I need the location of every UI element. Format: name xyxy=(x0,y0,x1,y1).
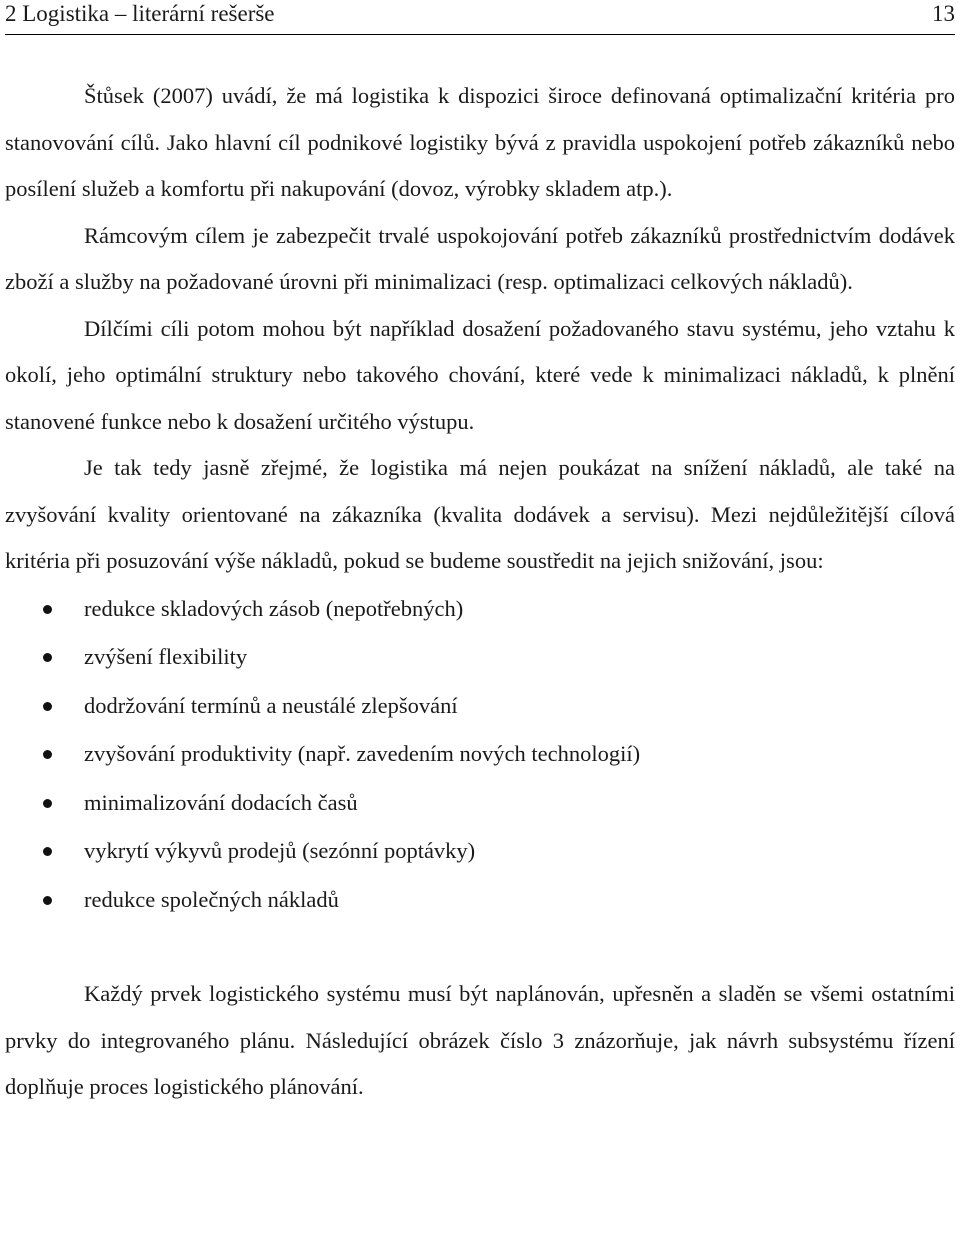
header-rule xyxy=(5,34,955,35)
body-text xyxy=(5,73,955,1111)
running-header xyxy=(5,0,955,34)
list-item-text: redukce společných nákladů xyxy=(84,886,339,912)
paragraph-integrated-plan: Každý prvek logistického systému musí být naplánován, upřesněn a sladěn se všemi ostatními prvky do integrovaného plánu. Následující obrázek číslo 3 znázorňuje, jak návrh subsystému řízení doplňuje proces logistického plánování. xyxy=(5,981,955,1099)
bullet-icon xyxy=(43,605,52,614)
list-item xyxy=(5,585,955,634)
list-item-text: vykrytí výkyvů prodejů (sezónní poptávky) xyxy=(84,838,476,863)
list-item xyxy=(5,633,955,682)
list-item-text: minimalizování dodacích časů xyxy=(84,789,358,815)
paragraph-partial-goals: Dílčími cíli potom mohou být například dosažení požadovaného stavu systému, jeho vztahu k okolí, jeho optimální struktury nebo takového chování, které vede k minimalizaci nákladů, k plnění stanovené funkce nebo k dosažení určitého výstupu. xyxy=(5,315,955,434)
spacer xyxy=(5,924,955,971)
list-item xyxy=(5,779,955,828)
list-item xyxy=(5,682,955,731)
list-item-text: zvyšování produktivity (např. zavedením nových technologií) xyxy=(84,741,641,766)
paragraph-cost-criteria: Je tak tedy jasně zřejmé, že logistika má nejen poukázat na snížení nákladů, ale také na zvyšování kvality orientované na zákazníka (kvalita dodávek a servisu). Mezi nejdůležitější cílová kritéria při posuzování výše nákladů, pokud se budeme soustředit na jejich snižování, jsou: xyxy=(5,455,955,573)
list-item-text: zvýšení flexibility xyxy=(84,644,248,669)
list-item-text: redukce skladových zásob (nepotřebných) xyxy=(84,595,464,621)
paragraph-goals-intro: Štůsek (2007) uvádí, že má logistika k dispozici široce definovaná optimalizační kritéria pro stanovování cílů. Jako hlavní cíl podnikové logistiky bývá z pravidla uspokojení potřeb zákazníků nebo posílení služeb a komfortu při nakupování (dovoz, výrobky skladem atp.). xyxy=(5,83,955,201)
chapter-title: 2 Logistika – literární rešerše xyxy=(5,1,275,26)
paragraph-framework-goal: Rámcovým cílem je zabezpečit trvalé uspokojování potřeb zákazníků prostřednictvím dodávek zboží a služby na požadované úrovni při minimalizaci (resp. optimalizaci celkových nákladů). xyxy=(5,222,955,294)
bullet-icon xyxy=(43,702,52,711)
page-number: 13 xyxy=(932,1,955,26)
bullet-icon xyxy=(43,896,52,905)
list-item xyxy=(5,876,955,925)
bullet-icon xyxy=(43,750,52,759)
bullet-icon xyxy=(43,653,52,662)
criteria-list xyxy=(5,585,955,925)
list-item-text: dodržování termínů a neustálé zlepšování xyxy=(84,692,458,718)
list-item xyxy=(5,827,955,876)
bullet-icon xyxy=(43,847,52,856)
bullet-icon xyxy=(43,799,52,808)
list-item xyxy=(5,730,955,779)
document-page xyxy=(5,0,955,1099)
